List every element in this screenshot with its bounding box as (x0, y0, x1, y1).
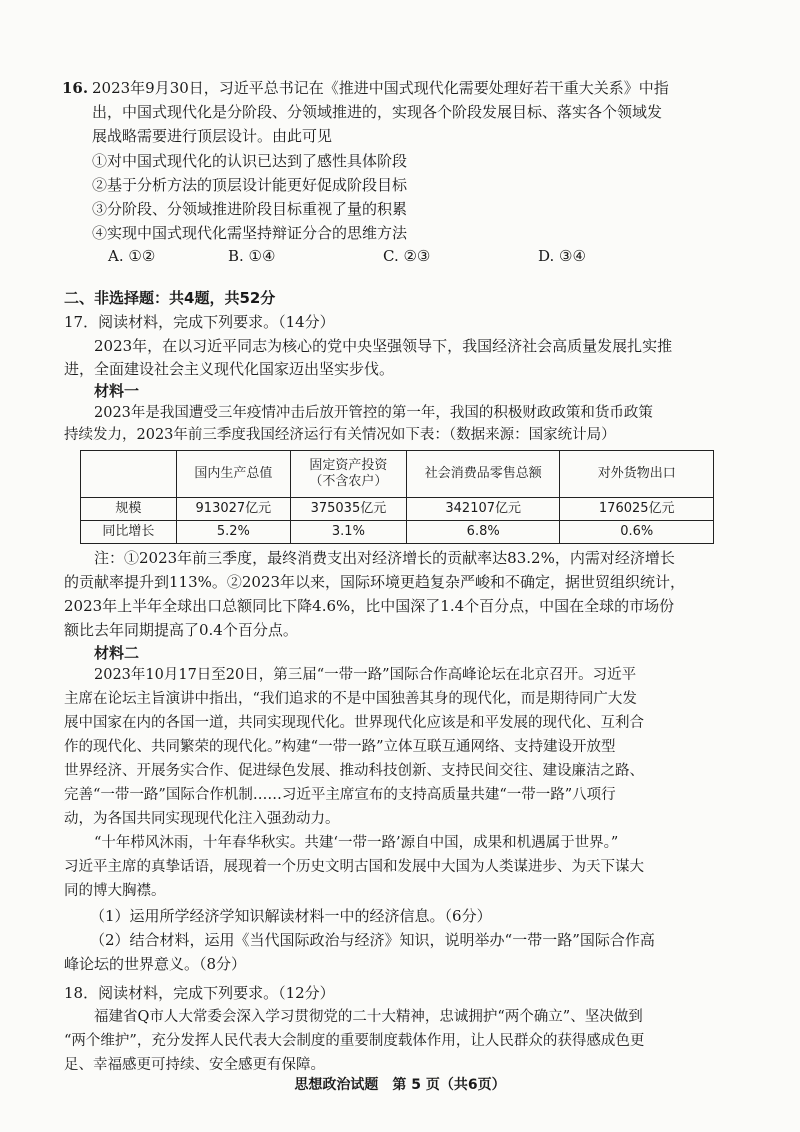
table-header-cell (81, 451, 177, 498)
note-line-2: 的贡献率提升到113%。②2023年以来，国际环境更趋复杂严峻和不确定，据世贸组织统计， (64, 573, 686, 591)
table-header-cell: 社会消费品零售总额 (406, 451, 560, 498)
q16-statement-3: ③分阶段、分领域推进阶段目标重视了量的积累 (92, 200, 408, 218)
q18-line-3: 足、幸福感更可持续、安全感更有保障。 (64, 1057, 325, 1073)
table-cell: 5.2% (176, 521, 290, 544)
q17-title: 17．阅读材料，完成下列要求。（14分） (64, 313, 335, 331)
q16-statement-4: ④实现中国式现代化需坚持辩证分合的思维方法 (92, 224, 408, 242)
table-header-cell: 国内生产总值 (176, 451, 290, 498)
q16-option-d: D. ③④ (538, 247, 586, 265)
table-header-cell: 固定资产投资 （不含农户） (290, 451, 406, 498)
table-cell: 342107亿元 (406, 498, 560, 521)
note-line-1: 注：①2023年前三季度，最终消费支出对经济增长的贡献率达83.2%，内需对经济增长 (94, 549, 675, 567)
q18-title: 18．阅读材料，完成下列要求。（12分） (64, 984, 335, 1002)
q16-line-2: 出，中国式现代化是分阶段、分领域推进的，实现各个阶段发展目标、落实各个领域发 (92, 103, 663, 121)
material-2-line-9: 习近平主席的真挚话语，展现着一个历史文明古国和发展中大国为人类谋进步、为天下谋大 (64, 859, 644, 875)
q16-line-1: 2023年9月30日，习近平总书记在《推进中国式现代化需要处理好若干重大关系》中指 (92, 79, 669, 97)
table-row (81, 498, 714, 521)
page-footer: 思想政治试题 第 5 页（共6页） (294, 1077, 506, 1093)
q17-intro-1: 2023年，在以习近平同志为核心的党中央坚强领导下，我国经济社会高质量发展扎实推 (94, 337, 673, 355)
material-1-title: 材料一 (94, 382, 140, 400)
q17-intro-2: 进，全面建设社会主义现代化国家迈出坚实步伐。 (64, 360, 395, 378)
table-header-cell: 对外货物出口 (560, 451, 714, 498)
material-2-line-8: “十年栉风沐雨，十年春华秋实。共建‘一带一路’源自中国，成果和机遇属于世界。” (94, 835, 619, 851)
q16-number: 16. (62, 79, 89, 97)
material-2-line-6: 完善“一带一路”国际合作机制……习近平主席宣布的支持高质量共建“一带一路”八项行 (64, 787, 616, 803)
material-1-line-1: 2023年是我国遭受三年疫情冲击后放开管控的第一年，我国的积极财政政策和货币政策 (94, 405, 653, 421)
table-cell: 176025亿元 (560, 498, 714, 521)
economy-table (80, 450, 714, 544)
section-title: 二、非选择题：共4题，共52分 (64, 289, 276, 307)
q18-line-2: “两个维护”，充分发挥人民代表大会制度的重要制度载体作用，让人民群众的获得感成色更 (64, 1033, 645, 1049)
material-2-title: 材料二 (94, 644, 140, 662)
note-line-3: 2023年上半年全球出口总额同比下降4.6%，比中国深了1.4个百分点，中国在全球的市场份 (64, 597, 675, 615)
material-2-line-10: 同的博大胸襟。 (64, 883, 166, 899)
table-header-row (81, 451, 714, 498)
material-2-line-7: 动，为各国共同实现现代化注入强劲动力。 (64, 811, 340, 827)
table-row (81, 521, 714, 544)
q17-sub-1: （1）运用所学经济学知识解读材料一中的经济信息。（6分） (90, 907, 492, 925)
q16-option-c: C. ②③ (383, 247, 431, 265)
table-cell: 6.8% (406, 521, 560, 544)
material-1-line-2: 持续发力，2023年前三季度我国经济运行有关情况如下表：（数据来源：国家统计局） (64, 427, 616, 443)
table-cell: 规模 (81, 498, 177, 521)
q16-option-b: B. ①④ (228, 247, 276, 265)
material-2-line-2: 主席在论坛主旨演讲中指出，“我们追求的不是中国独善其身的现代化，而是期待同广大发 (64, 691, 637, 707)
material-2-line-1: 2023年10月17日至20日，第三届“一带一路”国际合作高峰论坛在北京召开。习近平 (94, 667, 637, 683)
q16-line-3: 展战略需要进行顶层设计。由此可见 (92, 127, 333, 145)
table-cell: 3.1% (290, 521, 406, 544)
q17-sub-2-line-1: （2）结合材料，运用《当代国际政治与经济》知识，说明举办“一带一路”国际合作高 (90, 931, 655, 949)
table-cell: 913027亿元 (176, 498, 290, 521)
q18-line-1: 福建省Q市人大常委会深入学习贯彻党的二十大精神，忠诚拥护“两个确立”、坚决做到 (94, 1009, 643, 1025)
q17-sub-2-line-2: 峰论坛的世界意义。（8分） (64, 955, 247, 973)
q16-option-a: A. ①② (108, 247, 156, 265)
material-2-line-3: 展中国家在内的各国一道，共同实现现代化。世界现代化应该是和平发展的现代化、互利合 (64, 715, 644, 731)
q16-statement-2: ②基于分析方法的顶层设计能更好促成阶段目标 (92, 176, 408, 194)
table-cell: 375035亿元 (290, 498, 406, 521)
material-2-line-5: 世界经济、开展务实合作、促进绿色发展、推动科技创新、支持民间交往、建设廉洁之路、 (64, 763, 644, 779)
note-line-4: 额比去年同期提高了0.4个百分点。 (64, 621, 298, 639)
material-2-line-4: 作的现代化、共同繁荣的现代化。”构建“一带一路”立体互联互通网络、支持建设开放型 (64, 739, 616, 755)
table-cell: 0.6% (560, 521, 714, 544)
q16-statement-1: ①对中国式现代化的认识已达到了感性具体阶段 (92, 152, 408, 170)
table-cell: 同比增长 (81, 521, 177, 544)
